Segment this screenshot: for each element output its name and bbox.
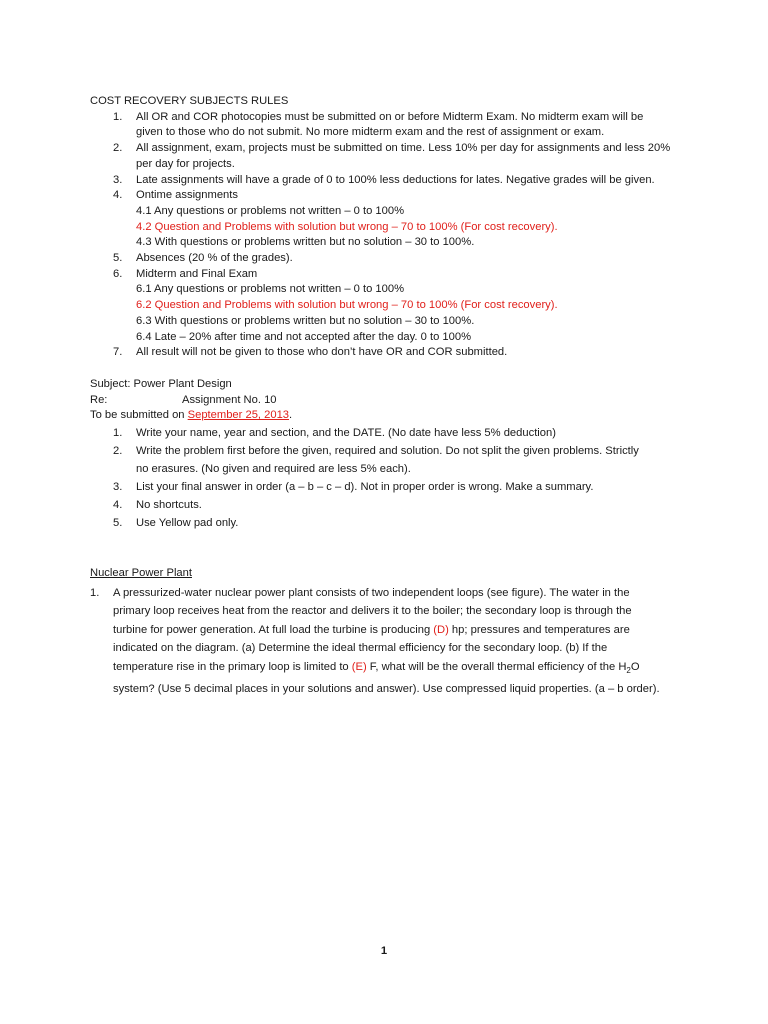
due-date-link[interactable]: September 25, 2013 <box>187 409 290 422</box>
instruction-text: no erasures. (No given and required are less 5% each). <box>136 463 411 475</box>
problem-text: A pressurized-water nuclear power plant consists of two independent loops (see figure). The water in the <box>113 586 630 599</box>
subscript-2: 2 <box>626 665 631 675</box>
instruction-text: Write your name, year and section, and the DATE. (No date have less 5% deduction) <box>136 427 556 439</box>
rule-text: All assignment, exam, projects must be submitted on time. Less 10% per day for assignments and less 20% <box>136 142 671 155</box>
problem-text: primary loop receives heat from the reactor and delivers it to the boiler; the secondary loop is through the <box>113 605 632 618</box>
rules-section <box>90 94 680 361</box>
rule-text: given to those who do not submit. No more midterm exam and the rest of assignment or exam. <box>136 126 605 139</box>
problem-text-part: F, what will be the overall thermal efficiency of the H <box>366 660 627 673</box>
page-number: 1 <box>380 945 388 957</box>
rule-text: Ontime assignments <box>136 189 238 202</box>
rule-number: 4. <box>113 189 123 202</box>
problem-text-part: O <box>630 660 640 673</box>
sub-rule: 6.1 Any questions or problems not written – 0 to 100% <box>136 283 405 296</box>
rule-item <box>90 110 680 141</box>
instruction-item <box>90 442 680 478</box>
instruction-text: Write the problem first before the given, required and solution. Do not split the given problems. Strictly <box>136 445 639 457</box>
rule-number: 1. <box>113 110 123 123</box>
problem-item <box>90 584 680 699</box>
rule-item <box>90 141 680 172</box>
rule-number: 5. <box>113 252 123 265</box>
rule-text: All result will not be given to those who don’t have OR and COR submitted. <box>136 346 508 359</box>
instruction-number: 2. <box>113 445 123 457</box>
problem-text: system? (Use 5 decimal places in your solutions and answer). Use compressed liquid properties. (a – b order). <box>113 683 660 696</box>
instruction-text: Use Yellow pad only. <box>136 517 239 529</box>
assignment-header <box>90 377 680 424</box>
sub-rule: 6.4 Late – 20% after time and not accepted after the day. 0 to 100% <box>136 330 472 343</box>
sub-rule: 6.3 With questions or problems written but no solution – 30 to 100%. <box>136 314 475 327</box>
re-line <box>90 393 680 409</box>
rule-number: 2. <box>113 142 123 155</box>
instruction-item <box>90 424 680 442</box>
rule-text: per day for projects. <box>136 157 235 170</box>
problem-text <box>113 658 680 681</box>
instruction-text: List your final answer in order (a – b – c – d). Not in proper order is wrong. Make a summary. <box>136 481 594 493</box>
rule-item <box>90 188 680 204</box>
instruction-item <box>90 496 680 514</box>
problem-text: indicated on the diagram. (a) Determine the ideal thermal efficiency for the secondary loop. (b) If the <box>113 642 608 655</box>
due-prefix: To be submitted on <box>90 409 188 422</box>
instruction-number: 5. <box>113 517 123 529</box>
rule-text: Late assignments will have a grade of 0 to 100% less deductions for lates. Negative grades will be given. <box>136 173 655 186</box>
rule-item <box>90 345 680 361</box>
rule-number: 6. <box>113 267 123 280</box>
rule-item <box>90 251 680 267</box>
rule-item <box>90 267 680 283</box>
re-label: Re: <box>90 393 108 406</box>
re-value: Assignment No. 10 <box>182 393 277 406</box>
problem-text <box>113 621 680 640</box>
variable-e: (E) <box>351 660 367 673</box>
problem-text-part: turbine for power generation. At full load the turbine is producing <box>113 623 434 636</box>
sub-rule: 4.3 With questions or problems written but no solution – 30 to 100%. <box>136 236 475 249</box>
sub-rule-highlighted: 6.2 Question and Problems with solution but wrong – 70 to 100% (For cost recovery). <box>136 299 558 312</box>
due-suffix: . <box>289 409 293 422</box>
rule-text: All OR and COR photocopies must be submitted on or before Midterm Exam. No midterm exam will be <box>136 110 644 123</box>
instruction-number: 4. <box>113 499 123 511</box>
instructions-section <box>90 424 680 532</box>
problem-text-part: hp; pressures and temperatures are <box>448 623 630 636</box>
rule-number: 7. <box>113 346 123 359</box>
rule-number: 3. <box>113 173 123 186</box>
variable-d: (D) <box>433 623 449 636</box>
subject-line: Subject: Power Plant Design <box>90 378 232 390</box>
problem-text-part: temperature rise in the primary loop is limited to <box>113 660 352 673</box>
rules-title: COST RECOVERY SUBJECTS RULES <box>90 95 289 107</box>
problem-section <box>90 566 680 699</box>
due-line <box>90 408 680 424</box>
problem-number: 1. <box>90 586 100 599</box>
instruction-number: 3. <box>113 481 123 493</box>
rule-text: Midterm and Final Exam <box>136 267 258 280</box>
sub-rule: 4.1 Any questions or problems not written – 0 to 100% <box>136 204 405 217</box>
sub-rule-highlighted: 4.2 Question and Problems with solution but wrong – 70 to 100% (For cost recovery). <box>136 220 558 233</box>
instruction-item <box>90 514 680 532</box>
instruction-number: 1. <box>113 427 123 439</box>
rule-item <box>90 173 680 189</box>
instruction-item <box>90 478 680 496</box>
problem-heading: Nuclear Power Plant <box>90 567 192 579</box>
instruction-text: No shortcuts. <box>136 499 202 511</box>
rule-text: Absences (20 % of the grades). <box>136 252 293 265</box>
